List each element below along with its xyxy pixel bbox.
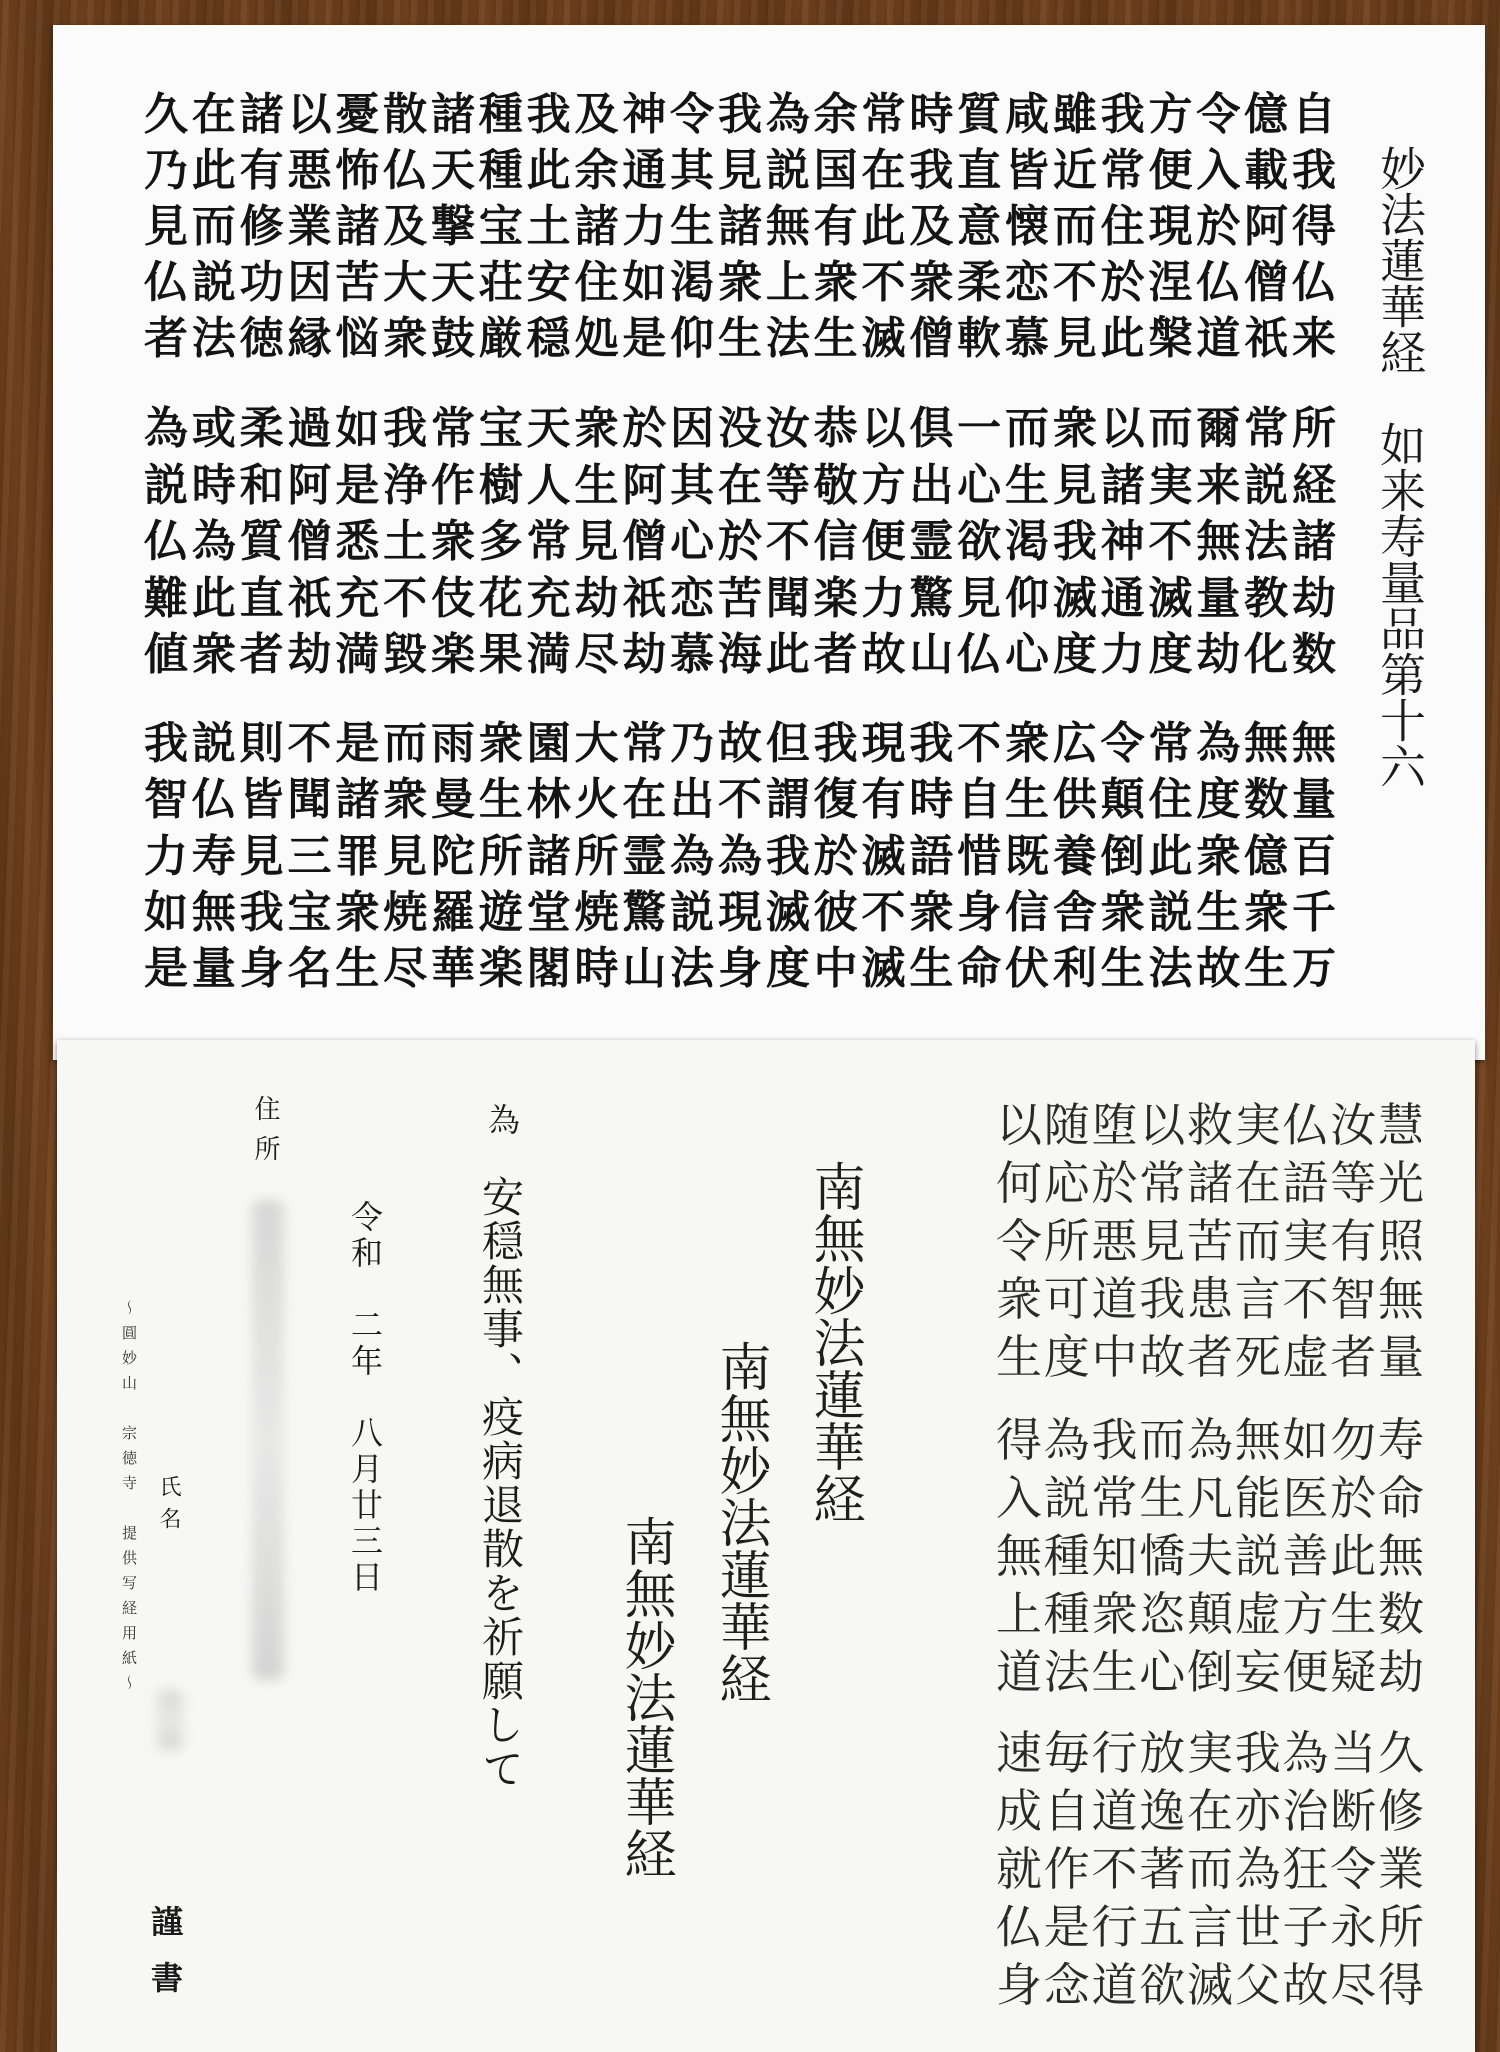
date-text: 令和 二年 八月廿三日	[346, 1200, 384, 1596]
verse-row: 衆可道我患言不智無	[996, 1272, 1424, 1326]
daimoku-column-1: 南無妙法蓮華経	[804, 1160, 864, 1524]
sutra-row: 仏説功因苦大天荘安住如渇衆上衆不衆柔恋不於涅仏僧仏	[144, 257, 1336, 308]
sutra-row: 是量身名生尽華楽閣時山法身度中滅生命伏利生法故生万	[144, 943, 1336, 994]
sutra-row: 如無我宝衆焼羅遊堂焼驚説現滅彼不衆身信舎衆説生衆千	[144, 887, 1336, 938]
sutra-row: 仏為質僧悉土衆多常見僧心於不信便霊欲渇我神不無法諸	[144, 516, 1336, 567]
sutra-row: 見而修業諸及撃宝土諸力生諸無有此及意懐而住現於阿得	[144, 201, 1336, 252]
address-label: 住所	[250, 1095, 280, 1175]
verse-row: 得為我而為無如勿寿	[996, 1413, 1424, 1467]
sutra-row: 者法徳縁悩衆鼓厳穏処是仰生法生滅僧軟慕見此槃道祇来	[144, 313, 1336, 364]
daimoku-column-3: 南無妙法蓮華経	[615, 1515, 675, 1879]
temple-note: ～圓妙山 宗徳寺 提供写経用紙～	[120, 1300, 138, 1700]
verse-row: 上種衆恣顛虚方生数	[996, 1587, 1424, 1641]
verse-row: 就作不著而為狂令業	[996, 1842, 1424, 1896]
sutra-row: 為或柔過如我常宝天衆於因没汝恭以倶一而衆以而爾常所	[144, 403, 1336, 454]
signoff: 謹書	[146, 1905, 184, 2017]
verse-row: 以随堕以救実仏汝慧	[996, 1098, 1424, 1152]
sutra-row: 我説則不是而雨衆園大常乃故但我現我不衆広令常為無無	[144, 718, 1336, 769]
sutra-row: 久在諸以憂散諸種我及神令我為余常時質咸雖我方令億自	[144, 89, 1336, 140]
verse-row: 成自道逸在亦治断修	[996, 1784, 1424, 1838]
verse-row: 道法生心倒妄便疑劫	[996, 1645, 1424, 1699]
verse-row: 何応於常諸在語等光	[996, 1156, 1424, 1210]
verse-row: 生度中故者死虚者量	[996, 1330, 1424, 1384]
name-redacted	[157, 1690, 183, 1750]
sutra-row: 乃此有悪怖仏天種此余通其見説国在我直皆近常便入載我	[144, 145, 1336, 196]
prayer-for-label: 為	[483, 1103, 521, 1135]
verse-row: 入説常生凡能医於命	[996, 1471, 1424, 1525]
sutra-row: 力寿見三罪見陀所諸所霊為為我於滅語惜既養倒此衆億百	[144, 831, 1336, 882]
sutra-row: 値衆者劫満毀楽果満尽劫慕海此者故山仏心度力度劫化数	[144, 629, 1336, 680]
sutra-title: 妙法蓮華経 如来寿量品第十六	[1373, 145, 1427, 789]
name-label: 氏名	[156, 1475, 181, 1539]
sutra-row: 説時和阿是浄作樹人生阿其在等敬方出心生見諸実来説経	[144, 460, 1336, 511]
prayer-text: 安穏無事、疫病退散を祈願して	[476, 1175, 525, 1791]
verse-row: 速毎行放実我為当久	[996, 1726, 1424, 1780]
verse-row: 仏是行五言世子永所	[996, 1900, 1424, 1954]
verse-row: 無種知憍夫説善此無	[996, 1529, 1424, 1583]
verse-row: 身念道欲滅父故尽得	[996, 1958, 1424, 2012]
verse-row: 令所悪見苦而実有照	[996, 1214, 1424, 1268]
daimoku-column-2: 南無妙法蓮華経	[710, 1340, 770, 1704]
sutra-row: 難此直祇充不伎花充劫祇恋苦聞楽力驚見仰滅通滅量教劫	[144, 573, 1336, 624]
address-redacted	[252, 1200, 284, 1680]
sutra-row: 智仏皆聞諸衆曼生林火在出不謂復有時自生供顛住度数量	[144, 774, 1336, 825]
